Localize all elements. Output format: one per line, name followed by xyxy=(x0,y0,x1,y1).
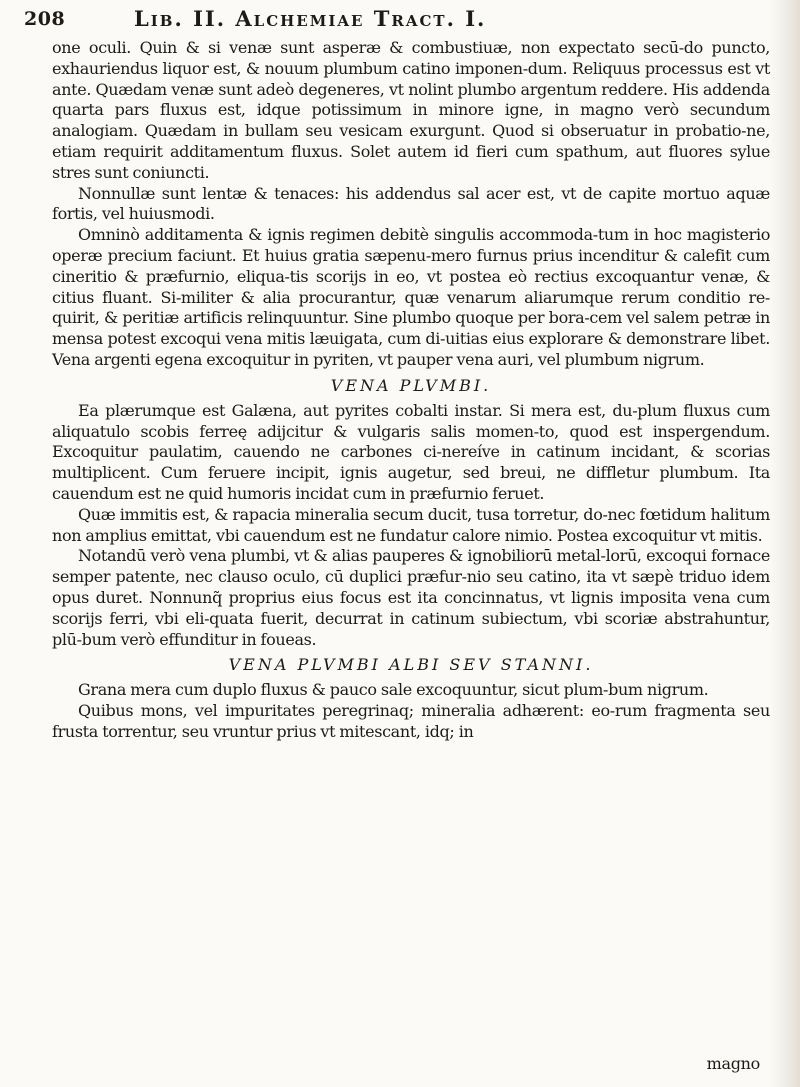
running-title: Lib. II. Alchemiae Tract. I. xyxy=(134,6,487,31)
page-header xyxy=(24,4,766,34)
paragraph: Nonnullæ sunt lentæ & tenaces: his addendus sal acer est, vt de capite mortuo aquæ fortis, vel huiusmodi. xyxy=(52,183,770,224)
page-number: 208 xyxy=(24,8,66,30)
paragraph: Quibus mons, vel impuritates peregrinaq; mineralia adhærent: eo-rum fragmenta seu frusta torrentur, seu vruntur prius vt mitescant, idq; in xyxy=(52,701,770,741)
paragraph: Notandū verò vena plumbi, vt & alias pauperes & ignobiliorū metal-lorū, excoqui fornace semper patente, nec clauso oculo, cū duplici præfur-nio seu catino, ita vt sæpè triduo idem opus duret. Nonnunq̃ proprius eius focus est ita concinnatus, vt lignis imposita vena cum scorijs ferri, vbi eli-quata fuerit, decurrat in catinum subiectum, vbi scoriæ abstrahuntur, plū-bum verò effunditur in foueas. xyxy=(52,546,770,649)
paragraph: Omninò additamenta & ignis regimen debitè singulis accommoda-tum in hoc magisterio operæ precium faciunt. Et huius gratia sæpenu-mero furnus prius incenditur & calefit cum cineritio & præfurnio, eliqua-tis scorijs in eo, vt postea eò rectius excoquantur venæ, & citius fluant. Si-militer & alia procurantur, quæ venarum aliarumque rerum conditio re-quirit, & peritiæ artificis relinquuntur. Sine plumbo quoque per bora-cem vel salem petræ in mensa potest excoqui vena mitis læuigata, cum di-uitias eius explorare & demonstrare libet. Vena argenti egena excoquitur in pyriten, vt pauper vena auri, vel plumbum nigrum. xyxy=(52,225,770,369)
paragraph: Quæ immitis est, & rapacia mineralia secum ducit, tusa torretur, do-nec fœtidum halitum non amplius emittat, vbi cauendum est ne fundatur calore nimio. Postea excoquitur vt mitis. xyxy=(52,504,770,545)
main-text xyxy=(52,38,770,743)
section-heading-vena-stanni: VENA PLVMBI ALBI SEV STANNI. xyxy=(228,655,594,675)
page-spine-shadow xyxy=(770,0,800,1087)
section-heading-vena-plumbi: VENA PLVMBI. xyxy=(330,375,492,395)
catchword: magno xyxy=(706,1054,760,1073)
paragraph: one oculi. Quin & si venæ sunt asperæ & combustiuæ, non expectato secū-do puncto, exhauriendus liquor est, & nouum plumbum catino imponen-dum. Reliquus processus est vt ante. Quædam venæ sunt adeò degeneres, vt nolint plumbo argentum reddere. His addenda quarta pars fluxus est, idque potissimum in minore igne, in magno verò secundum analogiam. Quædam in bullam seu vesicam exurgunt. Quod si obseruatur in probatio-ne, etiam requirit additamentum fluxus. Solet autem id fieri cum spathum, aut fluores sylue stres sunt coniuncti. xyxy=(52,38,770,182)
paragraph: Grana mera cum duplo fluxus & pauco sale excoquuntur, sicut plum-bum nigrum. xyxy=(78,680,709,700)
paragraph: Ea plærumque est Galæna, aut pyrites cobalti instar. Si mera est, du-plum fluxus cum aliquatulo scobis ferreę adijcitur & vulgaris salis momen-to, quod est inspergendum. Excoquitur paulatim, cauendo ne carbones ci-nereíve in catinum incidant, & scorias multiplicent. Cum feruere incipit, ignis augetur, sed breui, ne diffletur plumbum. Ita cauendum est ne quid humoris incidat cum in præfurnio feruet. xyxy=(52,400,770,503)
